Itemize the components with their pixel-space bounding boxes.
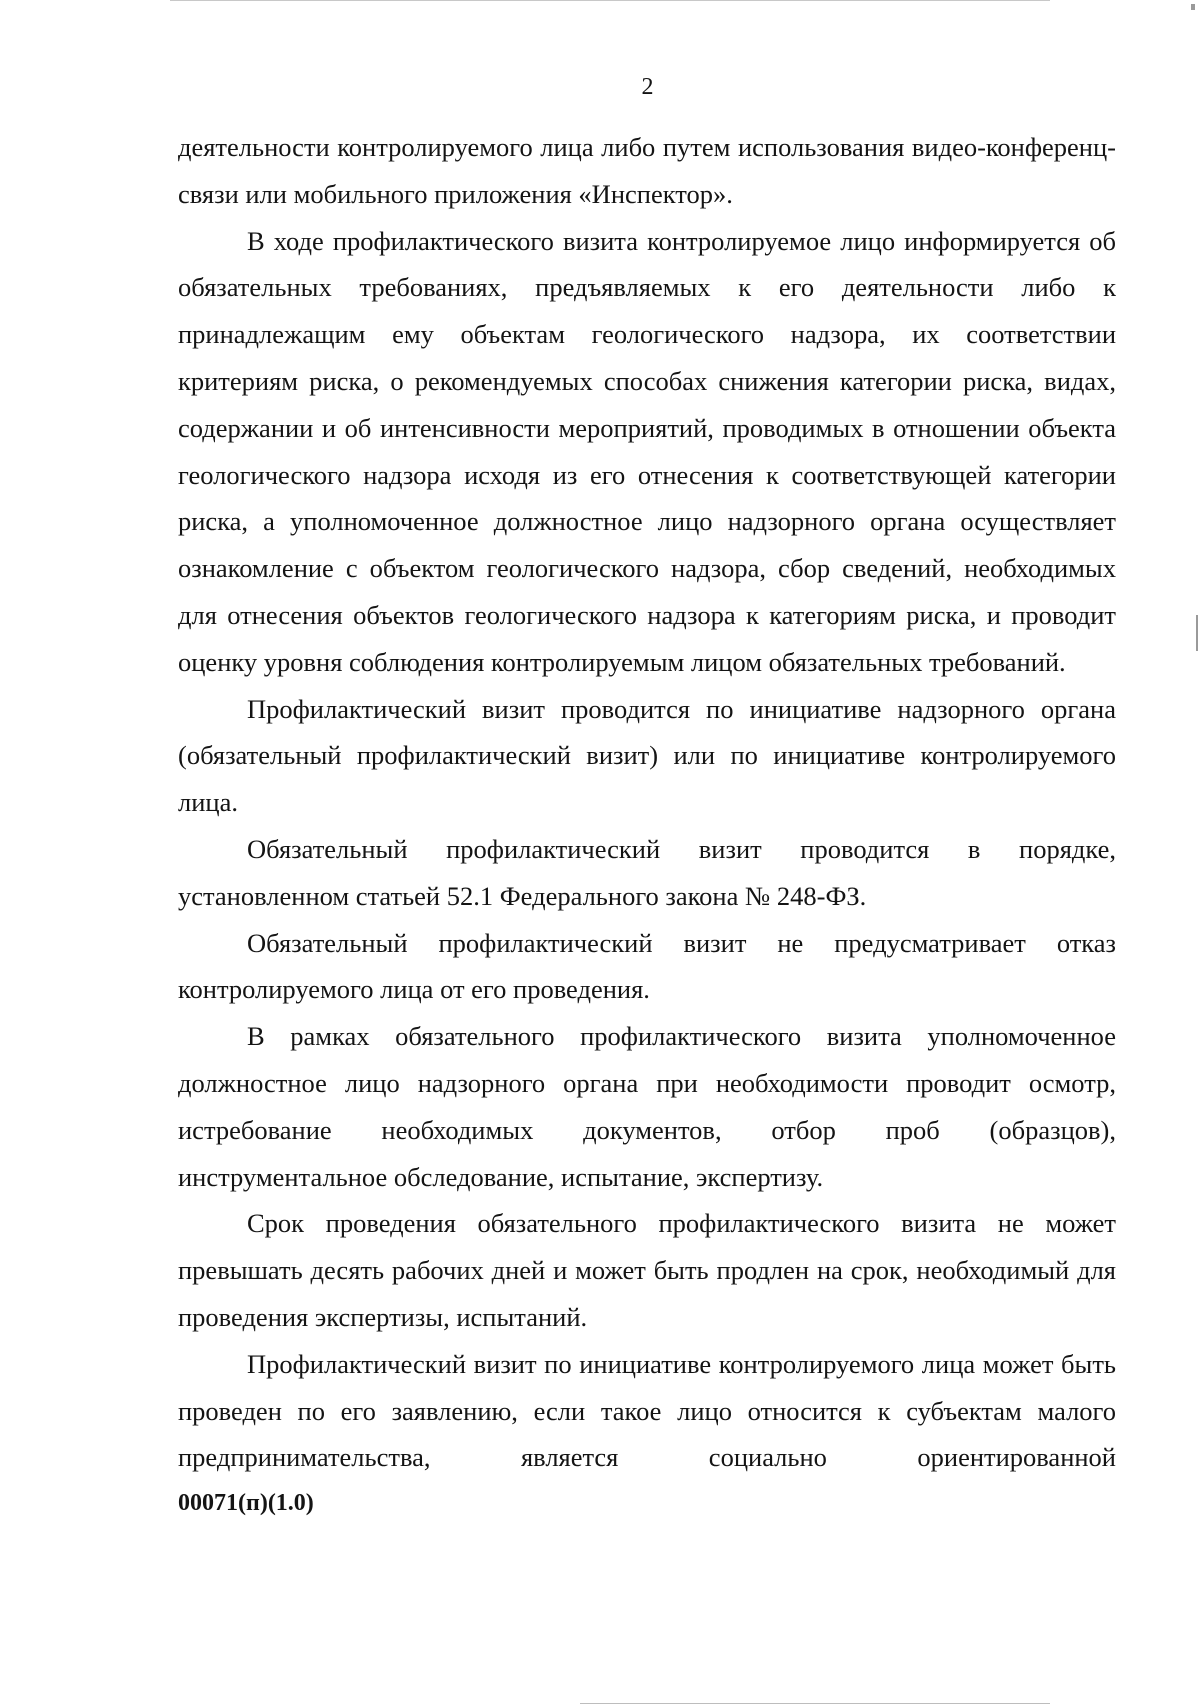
paragraph-3: Профилактический визит проводится по инициативе надзорного органа (обязательный профилактический визит) или по инициативе контролируемого лица. — [178, 693, 1116, 818]
document-code: 00071(п)(1.0) — [178, 1490, 314, 1516]
page-number: 2 — [641, 74, 654, 100]
paragraph-1: деятельности контролируемого лица либо путем использования видео-конференц-связи или мобильного приложения «Инспектор». — [178, 132, 1116, 209]
paragraph-5: Обязательный профилактический визит не предусматривает отказ контролируемого лица от его проведения. — [178, 927, 1116, 1005]
paragraph-4: Обязательный профилактический визит проводится в порядке, установленном статьей 52.1 Федерального закона № 248-ФЗ. — [178, 833, 1116, 911]
scan-mark-corner — [1191, 4, 1195, 10]
scan-edge-top — [170, 0, 1050, 1]
scan-edge-bottom — [580, 1703, 1050, 1704]
paragraph-6: В рамках обязательного профилактического визита уполномоченное должностное лицо надзорного органа при необходимости проводит осмотр, истребование необходимых документов, отбор проб (образцов), инструментальное обследование, испытание, экспертизу. — [178, 1021, 1116, 1192]
paragraph-7: Срок проведения обязательного профилактического визита не может превышать десять рабочих дней и может быть продлен на срок, необходимый для проведения экспертизы, испытаний. — [178, 1208, 1116, 1332]
document-body — [178, 124, 1116, 1481]
paragraph-8: Профилактический визит по инициативе контролируемого лица может быть проведен по его заявлению, если такое лицо относится к субъектам малого предпринимательства, является социально ориентированной — [178, 1348, 1116, 1473]
paragraph-2: В ходе профилактического визита контролируемое лицо информируется об обязательных требованиях, предъявляемых к его деятельности либо к принадлежащим ему объектам геологического надзора, их соответствии критериям риска, о рекомендуемых способах снижения категории риска, видах, содержании и об интенсивности мероприятий, проводимых в отношении объекта геологического надзора исходя из его отнесения к соответствующей категории риска, а уполномоченное должностное лицо надзорного органа осуществляет ознакомление с объектом геологического надзора, сбор сведений, необходимых для отнесения объектов геологического надзора к категориям риска, и проводит оценку уровня соблюдения контролируемым лицом обязательных требований. — [178, 225, 1116, 677]
scan-mark-right — [1196, 615, 1198, 651]
